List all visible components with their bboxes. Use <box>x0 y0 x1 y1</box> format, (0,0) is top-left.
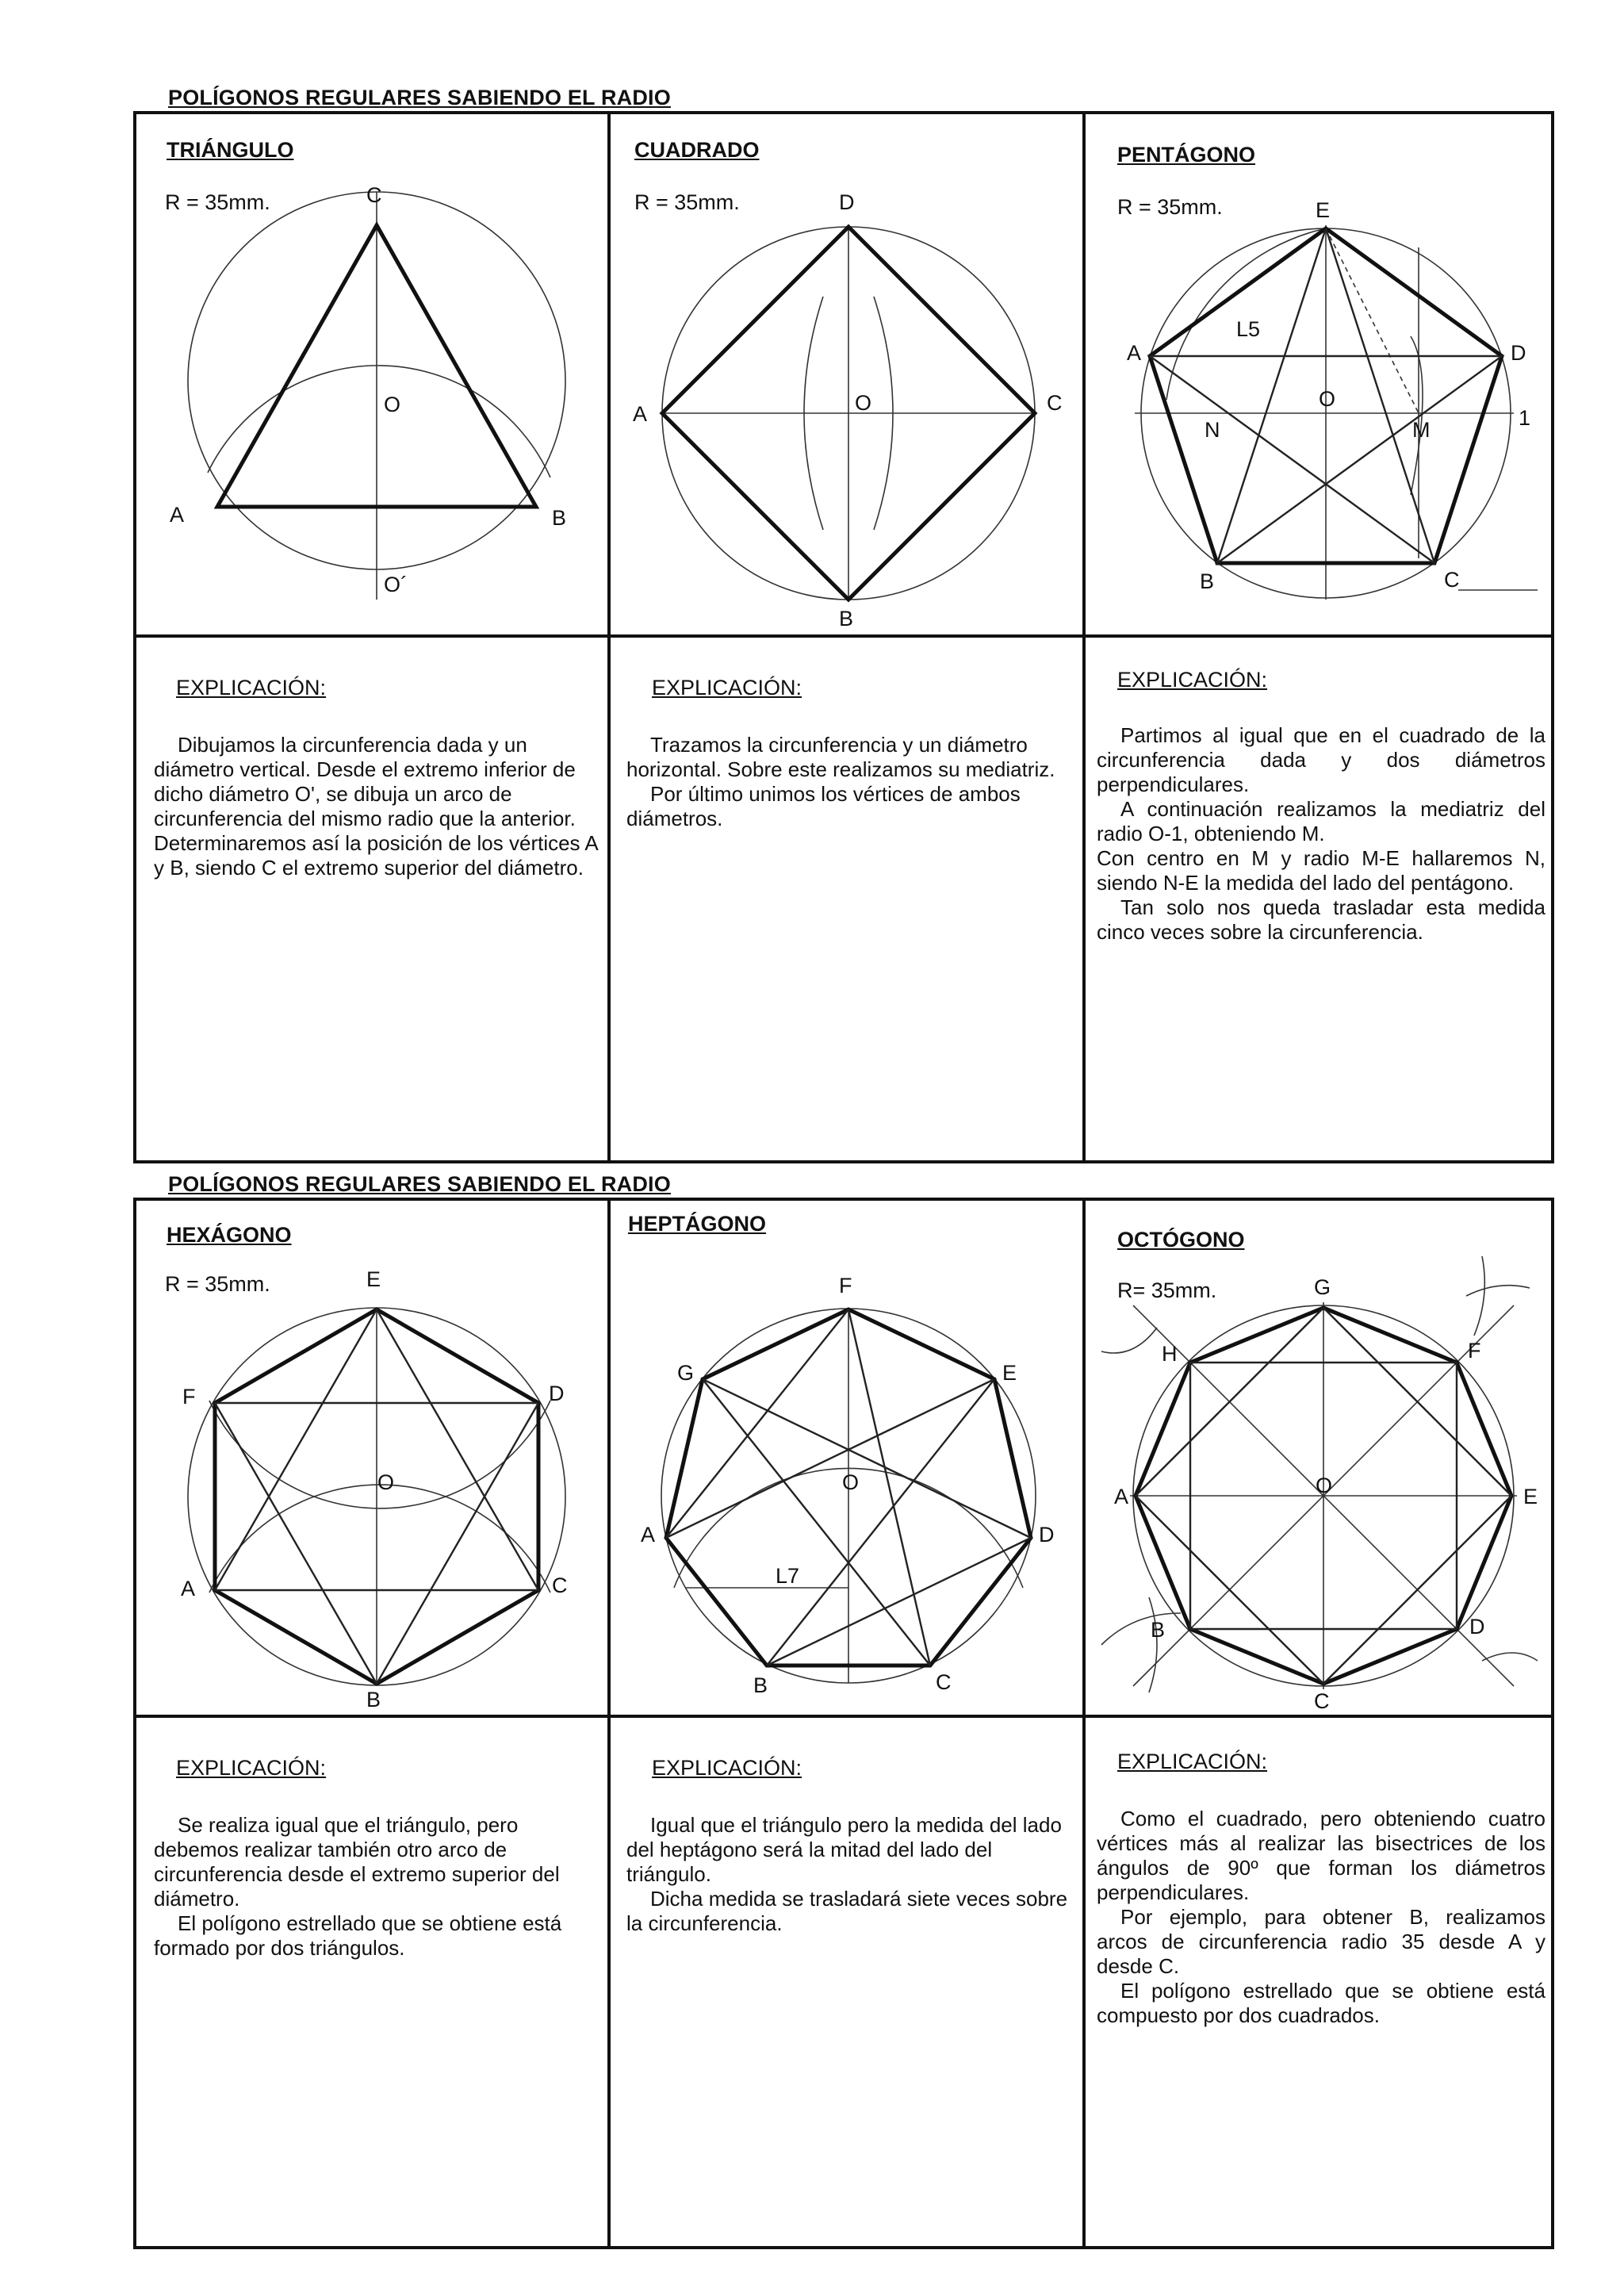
point-label-n: N <box>1205 418 1220 442</box>
vertex-label-a: A <box>181 1577 196 1600</box>
explanation-text <box>1097 723 1545 945</box>
explanation-paragraph: El polígono estrellado que se obtiene está compuesto por dos cuadrados. <box>1097 1979 1545 2027</box>
radius-label: R = 35mm. <box>165 190 270 214</box>
panel-title: TRIÁNGULO <box>167 138 294 162</box>
explanation-paragraph: Como el cuadrado, pero obteniendo cuatro vértices más al realizar las bisectrices de los ángulos de 90º que forman los diámetros perpendiculares. <box>1097 1807 1545 1904</box>
cuadrado-explanation <box>611 638 1082 1163</box>
vertex-label-c: C <box>1047 391 1063 415</box>
vertex-label-f: F <box>1468 1339 1481 1363</box>
octogono-panel <box>1086 1201 1551 1715</box>
explanation-paragraph: Se realiza igual que el triángulo, pero debemos realizar también otro arco de circunferencia desde el extremo superior del diámetro. <box>154 1813 560 1911</box>
side-label-l7: L7 <box>776 1564 800 1588</box>
vertex-label-d: D <box>1469 1615 1485 1639</box>
heptagono-panel <box>611 1201 1082 1715</box>
explanation-title: EXPLICACIÓN: <box>176 676 327 700</box>
point-label-m: M <box>1412 418 1431 442</box>
sheet-2-title: POLÍGONOS REGULARES SABIENDO EL RADIO <box>168 1172 671 1196</box>
vertex-label-g: G <box>677 1361 695 1385</box>
sheet-1-grid <box>133 111 1554 1163</box>
hexagon-construction <box>136 1201 607 1715</box>
explanation-paragraph: Por último unimos los vértices de ambos diámetros. <box>626 782 1021 830</box>
heptagon-construction <box>611 1201 1082 1715</box>
vertex-label-f: F <box>839 1274 852 1297</box>
radius-label: R = 35mm. <box>165 1272 270 1296</box>
vertex-label-b: B <box>552 506 567 530</box>
explanation-title: EXPLICACIÓN: <box>652 1756 802 1780</box>
vertex-label-b: B <box>1151 1618 1166 1642</box>
vertex-label-d: D <box>1039 1523 1055 1547</box>
radius-label: R= 35mm. <box>1117 1278 1217 1302</box>
vertex-label-f: F <box>182 1385 196 1409</box>
explanation-paragraph: El polígono estrellado que se obtiene está formado por dos triángulos. <box>154 1911 562 1960</box>
explanation-text <box>626 1813 1080 1936</box>
sheet-1-title: POLÍGONOS REGULARES SABIENDO EL RADIO <box>168 86 671 109</box>
vertex-label-c: C <box>1314 1689 1330 1713</box>
octogono-explanation <box>1086 1718 1551 2249</box>
panel-title: HEPTÁGONO <box>628 1212 767 1236</box>
triangle-construction <box>136 114 607 634</box>
explanation-title: EXPLICACIÓN: <box>1117 668 1268 692</box>
center-label-o: O <box>384 393 401 416</box>
side-label-l5: L5 <box>1236 317 1261 341</box>
explanation-text <box>154 733 598 880</box>
pentagono-panel <box>1086 114 1551 634</box>
vertex-label-e: E <box>1316 198 1331 222</box>
panel-title: PENTÁGONO <box>1117 143 1256 167</box>
cuadrado-panel <box>611 114 1082 634</box>
explanation-paragraph: Trazamos la circunferencia y un diámetro horizontal. Sobre este realizamos su mediatriz. <box>626 733 1055 781</box>
vertex-label-d: D <box>1511 341 1526 365</box>
panel-title: OCTÓGONO <box>1117 1228 1245 1251</box>
center-label-o: O <box>842 1470 860 1494</box>
vertex-label-h: H <box>1162 1342 1178 1366</box>
explanation-paragraph: A continuación realizamos la mediatriz del radio O-1, obteniendo M. <box>1097 797 1545 845</box>
explanation-paragraph: Con centro en M y radio M-E hallaremos N, siendo N-E la medida del lado del pentágono. <box>1097 846 1545 895</box>
point-label-1: 1 <box>1519 406 1531 430</box>
vertex-label-c: C <box>1444 568 1460 592</box>
panel-title: HEXÁGONO <box>167 1223 292 1247</box>
triangulo-explanation <box>136 638 607 1163</box>
center-label-o: O <box>1316 1474 1333 1497</box>
explanation-text <box>1097 1807 1545 2028</box>
vertex-label-c: C <box>936 1670 952 1694</box>
pentagono-explanation <box>1086 638 1551 1163</box>
vertex-label-b: B <box>839 607 854 631</box>
radius-label: R = 35mm. <box>634 190 740 214</box>
vertex-label-e: E <box>366 1267 381 1291</box>
explanation-text <box>154 1813 603 1961</box>
octagon-construction <box>1086 1201 1551 1715</box>
explanation-paragraph: Dibujamos la circunferencia dada y un diámetro vertical. Desde el extremo inferior de dicho diámetro O', se dibuja un arco de circunferencia del mismo radio que la anterior. Determinaremos así la posición de los vértices A y B, siendo C el extremo superior del diámetro. <box>154 733 598 880</box>
vertex-label-d: D <box>549 1382 565 1405</box>
vertex-label-a: A <box>641 1523 656 1547</box>
explanation-title: EXPLICACIÓN: <box>652 676 802 700</box>
hexagono-explanation <box>136 1718 607 2249</box>
explanation-paragraph: Tan solo nos queda trasladar esta medida cinco veces sobre la circunferencia. <box>1097 895 1545 944</box>
explanation-paragraph: Partimos al igual que en el cuadrado de la circunferencia dada y dos diámetros perpendiculares. <box>1097 723 1545 796</box>
vertex-label-e: E <box>1002 1361 1017 1385</box>
triangulo-panel <box>136 114 607 634</box>
vertex-label-g: G <box>1314 1275 1331 1299</box>
vertex-label-d: D <box>839 190 855 214</box>
heptagono-explanation <box>611 1718 1082 2249</box>
vertex-label-e: E <box>1523 1485 1538 1508</box>
explanation-title: EXPLICACIÓN: <box>176 1756 327 1780</box>
sheet-2-grid <box>133 1198 1554 2249</box>
center-label-o: O <box>377 1470 395 1494</box>
panel-title: CUADRADO <box>634 138 760 162</box>
center-label-o: O <box>1319 387 1336 411</box>
point-label-o-prime: O´ <box>384 573 408 596</box>
explanation-paragraph: Por ejemplo, para obtener B, realizamos arcos de circunferencia radio 35 desde A y desde C. <box>1097 1905 1545 1978</box>
explanation-paragraph: Dicha medida se trasladará siete veces sobre la circunferencia. <box>626 1887 1068 1935</box>
vertex-label-a: A <box>633 402 648 426</box>
explanation-title: EXPLICACIÓN: <box>1117 1750 1268 1773</box>
vertex-label-b: B <box>1200 569 1215 593</box>
explanation-paragraph: Igual que el triángulo pero la medida del lado del heptágono será la mitad del lado del triángulo. <box>626 1813 1062 1886</box>
vertex-label-b: B <box>366 1688 381 1711</box>
vertex-label-a: A <box>1114 1485 1129 1508</box>
hexagono-panel <box>136 1201 607 1715</box>
radius-label: R = 35mm. <box>1117 195 1223 219</box>
vertex-label-b: B <box>753 1673 768 1697</box>
vertex-label-a: A <box>1127 341 1142 365</box>
pentagon-construction <box>1086 114 1551 634</box>
vertex-label-c: C <box>366 183 382 207</box>
center-label-o: O <box>855 391 872 415</box>
vertex-label-c: C <box>552 1573 568 1597</box>
explanation-text <box>626 733 1080 831</box>
vertex-label-a: A <box>170 503 185 527</box>
square-construction <box>611 114 1082 634</box>
